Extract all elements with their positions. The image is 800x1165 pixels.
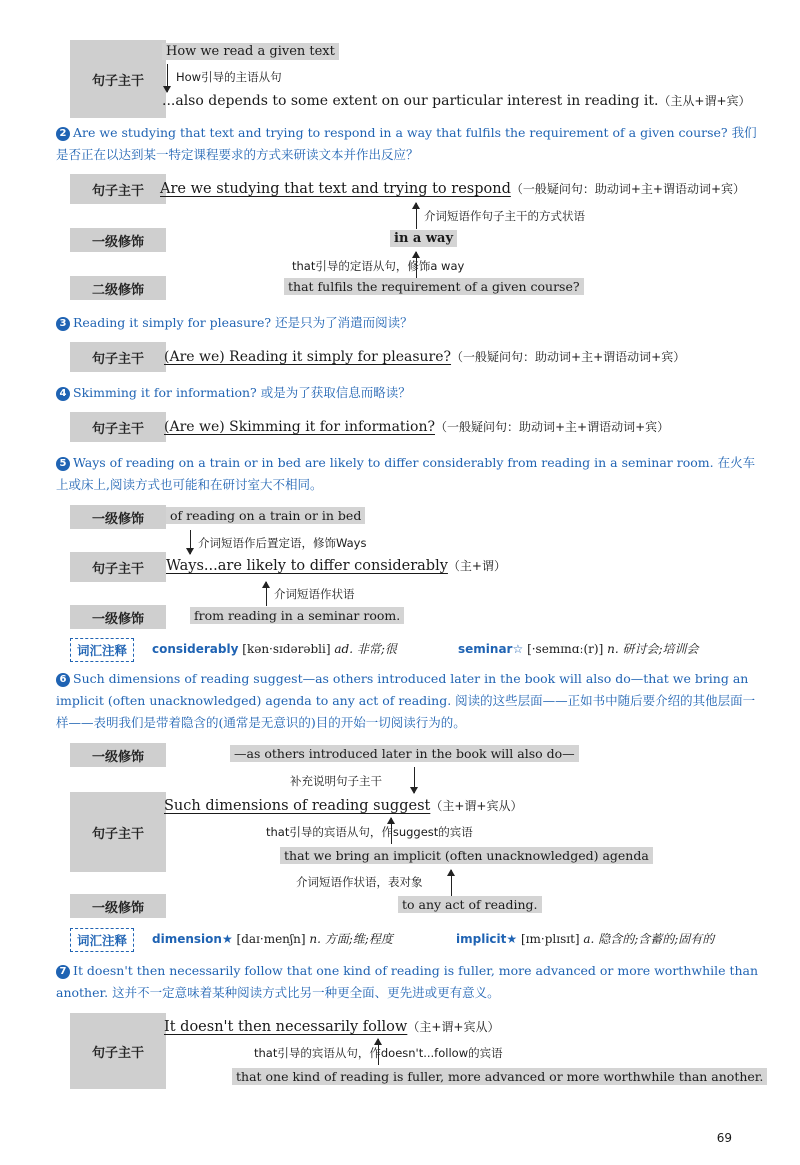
label-mod2-2: 二级修饰 [70,276,166,300]
page-number: 69 [716,1131,732,1145]
s5-arrow-2 [266,582,267,606]
s6-clause: that we bring an implicit (often unacknowledged) agenda [280,848,653,863]
label-mod1-5b: 一级修饰 [70,605,166,629]
s3-paragraph: 3 Reading it simply for pleasure? 还是只为了消遣而阅读？ [56,312,762,334]
s1-arrow [167,64,168,92]
label-main-3: 句子主干 [70,342,166,372]
vocab-label-6: 词汇注释 [70,928,134,952]
label-mod1-6b: 一级修饰 [70,894,166,918]
s7-main: It doesn't then necessarily follow（主+谓+宾从） [164,1019,500,1035]
s7-arrow [378,1039,379,1065]
label-mod1-5: 一级修饰 [70,505,166,529]
s6-note-1: 补充说明句子主干 [290,774,382,788]
vocab-label-5: 词汇注释 [70,638,134,662]
s6-paragraph: 6 Such dimensions of reading suggest—as others introduced later in the book will also do—that we bring an implicit (often unacknowledged) agenda to any act of reading. 阅读的这些层面——正如书中随后要介绍的其他层面一样——表明我们是带着隐含的(通常是无意识的)目的开始一切阅读行为的。 [56,671,756,730]
s5-paragraph: 5 Ways of reading on a train or in bed are likely to differ considerably from reading in a seminar room. 在火车上或床上,阅读方式也可能和在研讨室大不相同。 [56,455,756,492]
s6-main: Such dimensions of reading suggest（主+谓+宾从） [164,798,523,814]
s2-main: Are we studying that text and trying to respond（一般疑问句：助动词+主+谓语动词+宾） [160,181,746,197]
s5-mod1: of reading on a train or in bed [166,508,365,523]
s6-arrow-2 [391,818,392,844]
label-main-5: 句子主干 [70,552,166,582]
label-main-6: 句子主干 [70,792,166,872]
s2-paragraph: 2 Are we studying that text and trying to respond in a way that fulfils the requirement of a given course? 我们是否正在以达到某一特定课程要求的方式来研读文本并作出反应？ [56,125,757,162]
s3-main: (Are we) Reading it simply for pleasure?（一般疑问句：助动词+主+谓语动词+宾） [164,349,686,365]
s6-vocab-1: dimension★ [daɪ·menʃn] n. 方面;维;程度 [152,932,393,946]
s2-mod2: that fulfils the requirement of a given course? [284,279,584,294]
s2-arrow-2 [416,252,417,278]
s1-note: How引导的主语从句 [176,70,282,84]
s6-arrow-3 [451,870,452,896]
s6-mod2: to any act of reading. [398,897,542,912]
s6-vocab-2: implicit★ [ɪm·plɪsɪt] a. 隐含的;含蓄的;固有的 [456,932,715,946]
s1-subject-clause: How we read a given text [162,44,339,59]
s5-mod2: from reading in a seminar room. [190,608,404,623]
s5-note-1: 介词短语作后置定语，修饰Ways [198,536,367,550]
s6-arrow-1 [414,767,415,793]
s5-vocab-1: considerably [kən·sɪdərəbli] ad. 非常;很 [152,642,397,656]
s5-arrow-1 [190,530,191,554]
s4-main: (Are we) Skimming it for information?（一般疑问句：助动词+主+谓语动词+宾） [164,419,670,435]
label-main-1: 句子主干 [70,40,166,118]
s7-paragraph: 7 It doesn't then necessarily follow that one kind of reading is fuller, more advanced or more worthwhile than another. 这并不一定意味着某种阅读方式比另一种更全面、更先进或更有意义。 [56,963,759,1000]
s6-mod1: —as others introduced later in the book will also do— [230,746,579,761]
s2-arrow-1 [416,203,417,229]
s5-vocab-2: seminar☆ [·semɪnɑː(r)] n. 研讨会;培训会 [458,642,699,656]
s2-note-1: 介词短语作句子主干的方式状语 [424,209,585,223]
s7-note: that引导的宾语从句，作doesn't...follow的宾语 [254,1046,503,1060]
s4-paragraph: 4 Skimming it for information? 或是为了获取信息而略读？ [56,382,762,404]
label-main-4: 句子主干 [70,412,166,442]
s5-main: Ways...are likely to differ considerably（主+谓） [166,558,506,574]
label-mod1-6: 一级修饰 [70,743,166,767]
s1-main: ...also depends to some extent on our particular interest in reading it.（主从+谓+宾） [162,93,751,109]
label-mod1-2: 一级修饰 [70,228,166,252]
label-main-7: 句子主干 [70,1013,166,1089]
s7-clause: that one kind of reading is fuller, more advanced or more worthwhile than another. [232,1069,767,1084]
s2-mod1: in a way [390,231,457,246]
s2-note-2: that引导的定语从句，修饰a way [292,259,465,273]
s6-note-3: 介词短语作状语，表对象 [296,875,423,889]
label-main-2: 句子主干 [70,174,166,204]
s6-note-2: that引导的宾语从句，作suggest的宾语 [266,825,473,839]
s5-note-2: 介词短语作状语 [274,587,355,601]
